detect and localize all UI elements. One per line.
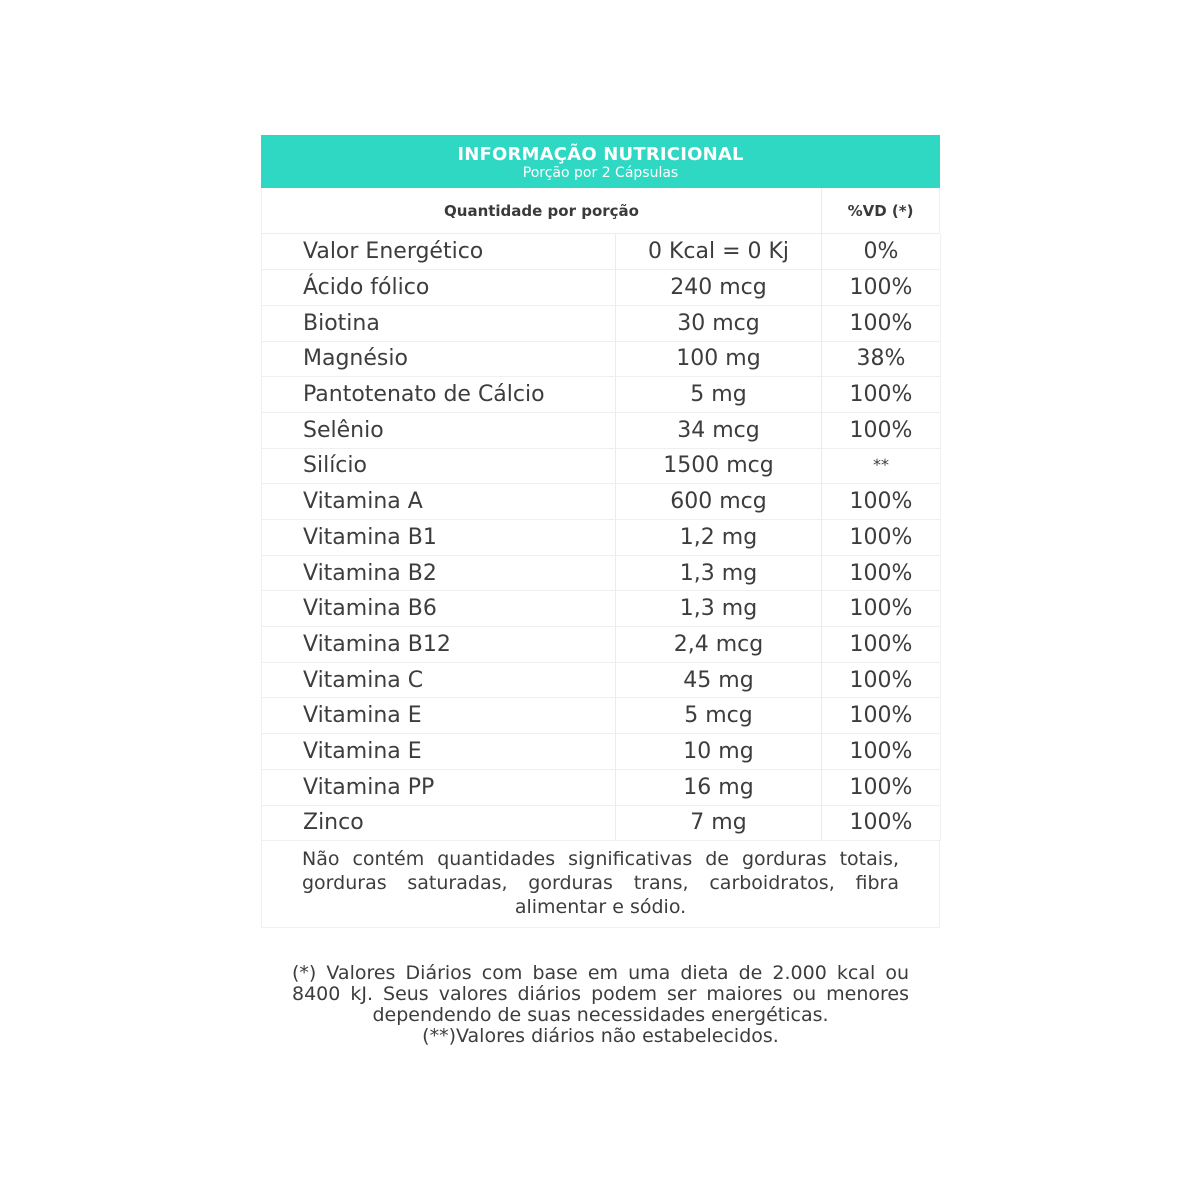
nutrient-daily-value: 100% bbox=[822, 591, 941, 627]
column-header-quantity: Quantidade por porção bbox=[262, 188, 822, 233]
nutrient-daily-value: 100% bbox=[822, 627, 941, 663]
nutrition-table-body bbox=[262, 234, 941, 841]
nutrient-name: Magnésio bbox=[262, 341, 616, 377]
nutrient-amount: 0 Kcal = 0 Kj bbox=[616, 234, 822, 270]
nutrient-amount: 1,3 mg bbox=[616, 591, 822, 627]
nutrient-row bbox=[262, 805, 941, 841]
nutrient-amount: 100 mg bbox=[616, 341, 822, 377]
nutrient-amount: 45 mg bbox=[616, 662, 822, 698]
nutrient-amount: 16 mg bbox=[616, 769, 822, 805]
nutrient-row bbox=[262, 698, 941, 734]
footnote-daily-values: (*) Valores Diários com base em uma dieta de 2.000 kcal ou 8400 kJ. Seus valores diários podem ser maiores ou menores dependendo de suas necessidades energéticas. bbox=[292, 962, 909, 1026]
nutrient-amount: 1,3 mg bbox=[616, 555, 822, 591]
nutrient-name: Vitamina B12 bbox=[262, 627, 616, 663]
footnote bbox=[292, 963, 909, 1047]
nutrient-amount: 34 mcg bbox=[616, 412, 822, 448]
nutrient-daily-value: 100% bbox=[822, 555, 941, 591]
nutrition-header bbox=[261, 135, 940, 188]
nutrient-row bbox=[262, 591, 941, 627]
nutrient-daily-value: 100% bbox=[822, 805, 941, 841]
nutrient-name: Vitamina E bbox=[262, 698, 616, 734]
nutrient-amount: 5 mg bbox=[616, 377, 822, 413]
nutrient-amount: 1500 mcg bbox=[616, 448, 822, 484]
nutrient-daily-value: 100% bbox=[822, 698, 941, 734]
nutrient-amount: 2,4 mcg bbox=[616, 627, 822, 663]
nutrient-row bbox=[262, 448, 941, 484]
nutrient-name: Biotina bbox=[262, 305, 616, 341]
nutrient-amount: 1,2 mg bbox=[616, 520, 822, 556]
nutrient-row bbox=[262, 734, 941, 770]
nutrient-name: Zinco bbox=[262, 805, 616, 841]
nutrient-row bbox=[262, 627, 941, 663]
nutrient-row bbox=[262, 305, 941, 341]
nutrient-daily-value: 100% bbox=[822, 484, 941, 520]
nutrition-title: INFORMAÇÃO NUTRICIONAL bbox=[457, 144, 744, 165]
nutrient-row bbox=[262, 234, 941, 270]
nutrient-amount: 240 mcg bbox=[616, 270, 822, 306]
nutrient-row bbox=[262, 520, 941, 556]
column-header-daily-value: %VD (*) bbox=[847, 201, 914, 220]
nutrient-daily-value: 100% bbox=[822, 662, 941, 698]
nutrient-name: Vitamina A bbox=[262, 484, 616, 520]
nutrient-name: Pantotenato de Cálcio bbox=[262, 377, 616, 413]
nutrient-name: Vitamina PP bbox=[262, 769, 616, 805]
nutrient-name: Vitamina B1 bbox=[262, 520, 616, 556]
nutrition-note: Não contém quantidades significativas de gorduras totais, gorduras saturadas, gorduras trans, carboidratos, fibra alimentar e sódio. bbox=[261, 841, 940, 928]
nutrition-facts-panel bbox=[261, 135, 940, 928]
serving-size: Porção por 2 Cápsulas bbox=[522, 165, 679, 181]
nutrient-row bbox=[262, 484, 941, 520]
nutrient-amount: 7 mg bbox=[616, 805, 822, 841]
nutrient-name: Vitamina E bbox=[262, 734, 616, 770]
nutrient-name: Ácido fólico bbox=[262, 270, 616, 306]
nutrient-daily-value: ** bbox=[822, 448, 941, 484]
nutrient-daily-value: 0% bbox=[822, 234, 941, 270]
nutrient-daily-value: 100% bbox=[822, 769, 941, 805]
nutrient-row bbox=[262, 555, 941, 591]
column-header-row bbox=[261, 188, 940, 234]
nutrient-amount: 5 mcg bbox=[616, 698, 822, 734]
nutrient-row bbox=[262, 377, 941, 413]
nutrient-amount: 30 mcg bbox=[616, 305, 822, 341]
nutrient-name: Silício bbox=[262, 448, 616, 484]
nutrient-daily-value: 100% bbox=[822, 734, 941, 770]
footnote-not-established: (**)Valores diários não estabelecidos. bbox=[422, 1025, 779, 1047]
nutrient-name: Vitamina C bbox=[262, 662, 616, 698]
nutrient-daily-value: 100% bbox=[822, 377, 941, 413]
nutrient-row bbox=[262, 412, 941, 448]
nutrient-amount: 600 mcg bbox=[616, 484, 822, 520]
nutrient-daily-value: 38% bbox=[822, 341, 941, 377]
nutrient-name: Vitamina B6 bbox=[262, 591, 616, 627]
nutrient-row bbox=[262, 769, 941, 805]
nutrient-row bbox=[262, 662, 941, 698]
nutrient-daily-value: 100% bbox=[822, 270, 941, 306]
nutrient-row bbox=[262, 270, 941, 306]
nutrient-name: Valor Energético bbox=[262, 234, 616, 270]
nutrient-daily-value: 100% bbox=[822, 412, 941, 448]
nutrition-table bbox=[261, 234, 941, 841]
nutrient-name: Vitamina B2 bbox=[262, 555, 616, 591]
nutrient-daily-value: 100% bbox=[822, 520, 941, 556]
nutrient-row bbox=[262, 341, 941, 377]
nutrient-daily-value: 100% bbox=[822, 305, 941, 341]
nutrient-amount: 10 mg bbox=[616, 734, 822, 770]
nutrient-name: Selênio bbox=[262, 412, 616, 448]
